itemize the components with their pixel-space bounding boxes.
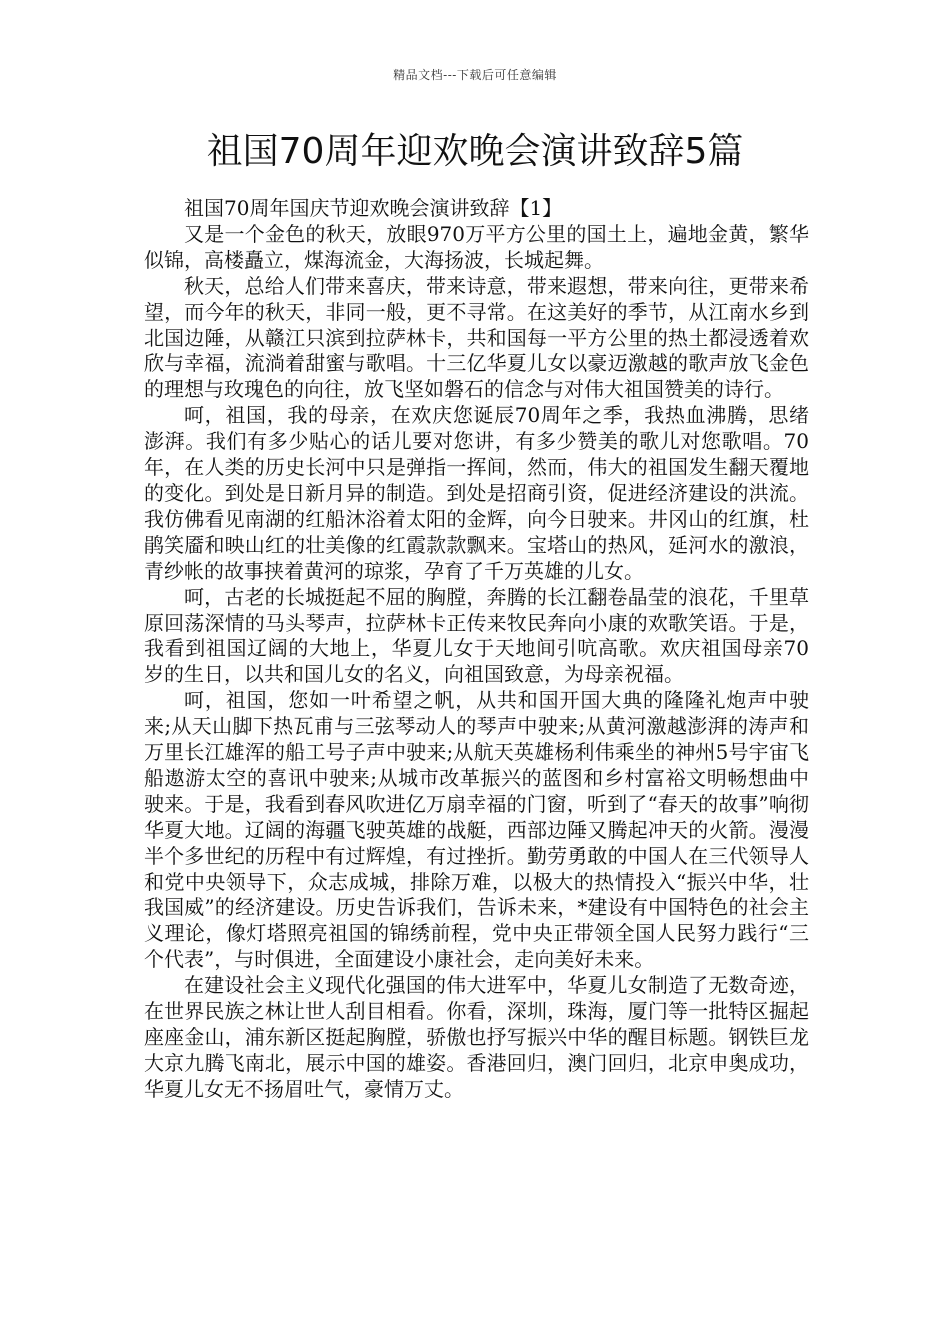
body-paragraph: 在建设社会主义现代化强国的伟大进军中，华夏儿女制造了无数奇迹，在世界民族之林让世人刮目相看。你看，深圳，珠海，厦门等一批特区掘起座座金山，浦东新区挺起胸膛，骄傲也抒写振兴中华的醒目标题。钢铁巨龙大京九腾飞南北，展示中国的雄姿。香港回归，澳门回归，北京申奥成功，华夏儿女无不扬眉吐气，豪情万丈。 <box>144 973 809 1101</box>
body-paragraph: 呵，古老的长城挺起不屈的胸膛，奔腾的长江翻卷晶莹的浪花，千里草原回荡深情的马头琴声，拉萨林卡正传来牧民奔向小康的欢歌笑语。于是，我看到祖国辽阔的大地上，华夏儿女于天地间引吭高歌。欢庆祖国母亲70岁的生日，以共和国儿女的名义，向祖国致意，为母亲祝福。 <box>144 584 809 687</box>
section-heading: 祖国70周年国庆节迎欢晚会演讲致辞【1】 <box>184 196 563 220</box>
document-title: 祖国70周年迎欢晚会演讲致辞5篇 <box>206 131 744 172</box>
page-header-note: 精品文档---下载后可任意编辑 <box>393 68 557 82</box>
document-body <box>144 196 809 1103</box>
body-paragraph: 又是一个金色的秋天，放眼970万平方公里的国土上，遍地金黄，繁华似锦，高楼矗立，煤海流金，大海扬波，长城起舞。 <box>144 221 809 272</box>
body-paragraph: 秋天，总给人们带来喜庆，带来诗意，带来遐想，带来向往，更带来希望，而今年的秋天，非同一般，更不寻常。在这美好的季节，从江南水乡到北国边陲，从赣江只滨到拉萨林卡，共和国每一平方公里的热土都浸透着欢欣与幸福，流淌着甜蜜与歌唱。十三亿华夏儿女以豪迈激越的歌声放飞金色的理想与玫瑰色的向往，放飞坚如磐石的信念与对伟大祖国赞美的诗行。 <box>144 273 809 402</box>
body-paragraph: 呵，祖国，您如一叶希望之帆，从共和国开国大典的隆隆礼炮声中驶来;从天山脚下热瓦甫与三弦琴动人的琴声中驶来;从黄河激越澎湃的涛声和万里长江雄浑的船工号子声中驶来;从航天英雄杨利伟乘坐的神州5号宇宙飞船遨游太空的喜讯中驶来;从城市改革振兴的蓝图和乡村富裕文明畅想曲中驶来。于是，我看到春风吹进亿万扇幸福的门窗，听到了“春天的故事”响彻华夏大地。辽阔的海疆飞驶英雄的战艇，西部边陲又腾起冲天的火箭。漫漫半个多世纪的历程中有过辉煌，有过挫折。勤劳勇敢的中国人在三代领导人和党中央领导下，众志成城，排除万难，以极大的热情投入“振兴中华，壮我国威”的经济建设。历史告诉我们，告诉未来，*建设有中国特色的社会主义理论，像灯塔照亮祖国的锦绣前程，党中央正带领全国人民努力践行“三个代表”，与时俱进，全面建设小康社会，走向美好未来。 <box>144 688 809 972</box>
body-paragraph: 呵，祖国，我的母亲，在欢庆您诞辰70周年之季，我热血沸腾，思绪澎湃。我们有多少贴心的话儿要对您讲，有多少赞美的歌儿对您歌唱。70年，在人类的历史长河中只是弹指一挥间，然而，伟大的祖国发生翻天覆地的变化。到处是日新月异的制造。到处是招商引资，促进经济建设的洪流。我仿佛看见南湖的红船沐浴着太阳的金辉，向今日驶来。井冈山的红旗，杜鹃笑靥和映山红的壮美像的红霞款款飘来。宝塔山的热风，延河水的激浪，青纱帐的故事挟着黄河的琼浆，孕育了千万英雄的儿女。 <box>144 403 809 583</box>
